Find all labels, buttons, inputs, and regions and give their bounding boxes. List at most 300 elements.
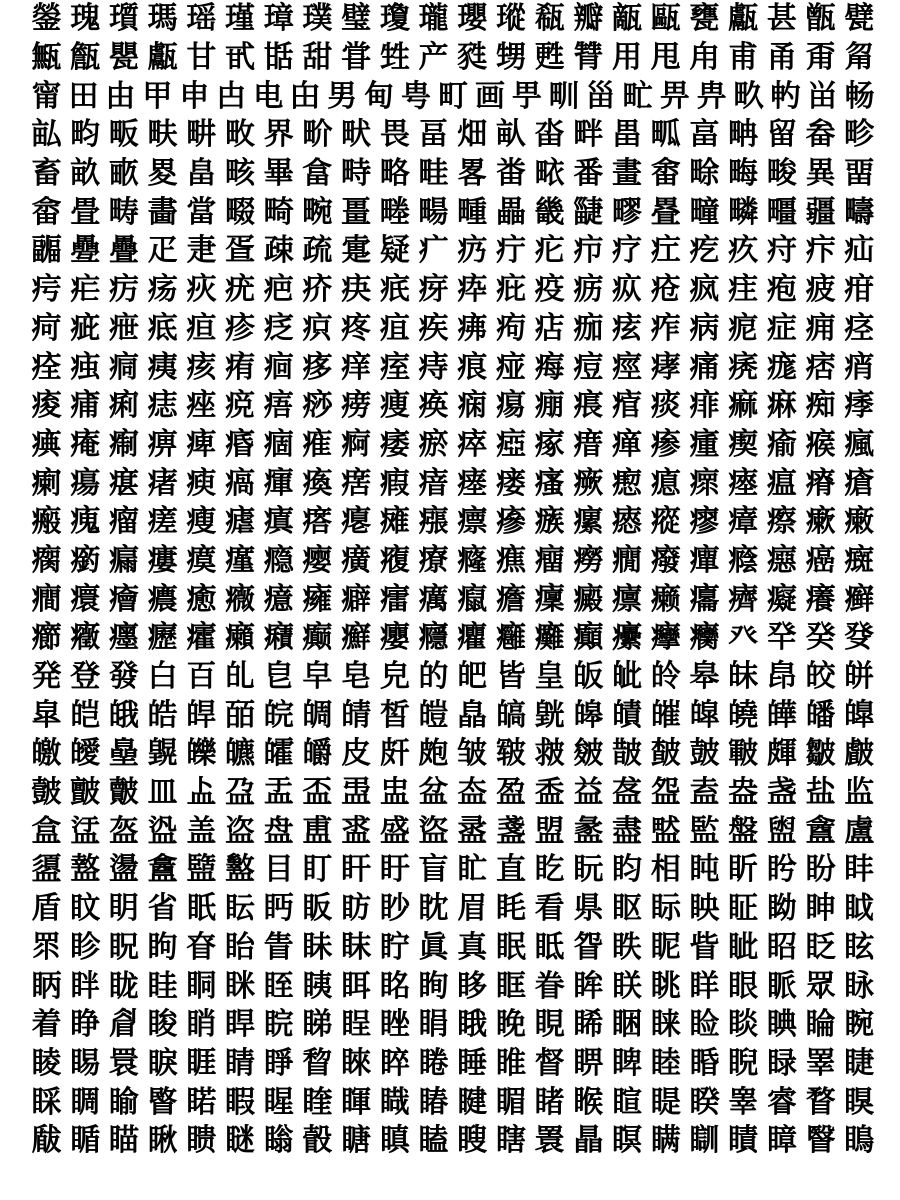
glyph: 痝 bbox=[766, 349, 797, 385]
glyph: 畠 bbox=[186, 156, 217, 192]
glyph: 畦 bbox=[418, 156, 449, 192]
glyph: 疢 bbox=[186, 272, 217, 308]
glyph: 盂 bbox=[263, 775, 294, 811]
glyph: 甞 bbox=[341, 40, 372, 76]
glyph: 皳 bbox=[534, 736, 565, 772]
glyph: 睌 bbox=[495, 1007, 526, 1043]
glyph: 疑 bbox=[379, 233, 410, 269]
glyph: 盍 bbox=[689, 775, 720, 811]
glyph: 画 bbox=[474, 78, 505, 114]
glyph: 癵 bbox=[689, 620, 720, 656]
glyph: 疇 bbox=[844, 194, 875, 230]
glyph-row bbox=[30, 77, 876, 116]
glyph: 疹 bbox=[225, 310, 256, 346]
glyph: 睠 bbox=[418, 1045, 449, 1081]
glyph: 甜 bbox=[302, 40, 333, 76]
glyph: 瘏 bbox=[147, 465, 178, 501]
glyph: 癁 bbox=[379, 542, 410, 578]
glyph: 疧 bbox=[379, 272, 410, 308]
glyph: 盾 bbox=[31, 891, 62, 927]
glyph: 瑶 bbox=[186, 1, 217, 37]
glyph: 癯 bbox=[457, 620, 488, 656]
glyph: 睧 bbox=[689, 1045, 720, 1081]
glyph: 盿 bbox=[70, 891, 101, 927]
glyph: 痁 bbox=[534, 310, 565, 346]
glyph: 睰 bbox=[186, 1084, 217, 1120]
glyph: 瘿 bbox=[302, 542, 333, 578]
glyph: 眚 bbox=[263, 929, 294, 965]
glyph: 皅 bbox=[457, 659, 488, 695]
glyph: 痚 bbox=[650, 349, 681, 385]
glyph: 疈 bbox=[31, 233, 62, 269]
glyph: 眶 bbox=[495, 968, 526, 1004]
glyph-row bbox=[30, 1122, 876, 1161]
glyph: 畟 bbox=[147, 156, 178, 192]
glyph: 眅 bbox=[302, 891, 333, 927]
glyph: 皘 bbox=[341, 697, 372, 733]
glyph: 眴 bbox=[418, 968, 449, 1004]
glyph: 瞇 bbox=[225, 1123, 256, 1159]
glyph: 癋 bbox=[766, 542, 797, 578]
glyph: 瘛 bbox=[612, 465, 643, 501]
glyph: 痳 bbox=[766, 388, 797, 424]
glyph-row bbox=[30, 0, 876, 39]
glyph: 登 bbox=[70, 659, 101, 695]
glyph: 癊 bbox=[728, 542, 759, 578]
glyph: 监 bbox=[844, 775, 875, 811]
glyph: 皁 bbox=[302, 659, 333, 695]
glyph: 睿 bbox=[766, 1084, 797, 1120]
glyph: 益 bbox=[573, 775, 604, 811]
glyph: 畩 bbox=[534, 156, 565, 192]
glyph: 睪 bbox=[805, 1045, 836, 1081]
glyph: 疐 bbox=[341, 233, 372, 269]
glyph: 眦 bbox=[728, 929, 759, 965]
glyph: 甽 bbox=[548, 78, 579, 114]
glyph-row bbox=[30, 1083, 876, 1122]
glyph: 疣 bbox=[225, 272, 256, 308]
glyph: 眩 bbox=[844, 929, 875, 965]
glyph: 盳 bbox=[457, 852, 488, 888]
glyph: 畊 bbox=[186, 117, 217, 153]
glyph: 癢 bbox=[805, 581, 836, 617]
glyph: 癡 bbox=[766, 581, 797, 617]
glyph: 眉 bbox=[457, 891, 488, 927]
glyph: 盡 bbox=[612, 813, 643, 849]
glyph: 瞑 bbox=[612, 1123, 643, 1159]
glyph: 瞓 bbox=[689, 1123, 720, 1159]
glyph: 痼 bbox=[263, 426, 294, 462]
glyph: 當 bbox=[186, 194, 217, 230]
glyph: 睒 bbox=[728, 1007, 759, 1043]
glyph: 皜 bbox=[495, 697, 526, 733]
glyph: 痄 bbox=[650, 310, 681, 346]
glyph: 癫 bbox=[302, 620, 333, 656]
glyph: 癓 bbox=[225, 581, 256, 617]
glyph: 畵 bbox=[147, 194, 178, 230]
glyph: 盓 bbox=[70, 813, 101, 849]
glyph: 甿 bbox=[622, 78, 653, 114]
glyph: 皀 bbox=[263, 659, 294, 695]
glyph-row bbox=[30, 774, 876, 813]
glyph: 瘜 bbox=[650, 465, 681, 501]
glyph: 瘳 bbox=[689, 504, 720, 540]
glyph: 甶 bbox=[290, 78, 321, 114]
glyph: 眯 bbox=[225, 968, 256, 1004]
glyph: 眹 bbox=[612, 968, 643, 1004]
glyph: 瞀 bbox=[805, 1084, 836, 1120]
glyph: 畓 bbox=[534, 117, 565, 153]
glyph: 痂 bbox=[573, 310, 604, 346]
glyph: 盯 bbox=[302, 852, 333, 888]
glyph: 眣 bbox=[612, 929, 643, 965]
glyph: 甦 bbox=[534, 40, 565, 76]
glyph: 眇 bbox=[379, 891, 410, 927]
glyph: 瘚 bbox=[573, 465, 604, 501]
glyph: 盜 bbox=[418, 813, 449, 849]
glyph: 睄 bbox=[186, 1007, 217, 1043]
glyph: 畲 bbox=[31, 194, 62, 230]
glyph: 鎣 bbox=[31, 1, 62, 37]
glyph: 瘐 bbox=[186, 465, 217, 501]
glyph: 畡 bbox=[225, 156, 256, 192]
glyph: 盼 bbox=[805, 852, 836, 888]
glyph: 痠 bbox=[31, 388, 62, 424]
glyph: 皥 bbox=[844, 697, 875, 733]
glyph: 瞊 bbox=[341, 1123, 372, 1159]
glyph: 瘥 bbox=[147, 504, 178, 540]
glyph: 皇 bbox=[534, 659, 565, 695]
glyph: 瘄 bbox=[573, 426, 604, 462]
glyph: 痘 bbox=[573, 349, 604, 385]
glyph: 癆 bbox=[573, 542, 604, 578]
glyph: 睙 bbox=[147, 1045, 178, 1081]
glyph: 癝 bbox=[612, 581, 643, 617]
glyph: 皆 bbox=[495, 659, 526, 695]
glyph: 瘹 bbox=[70, 542, 101, 578]
glyph: 睨 bbox=[728, 1045, 759, 1081]
glyph: 睽 bbox=[689, 1084, 720, 1120]
glyph: 瘰 bbox=[573, 504, 604, 540]
glyph: 睂 bbox=[108, 1007, 139, 1043]
glyph: 眨 bbox=[805, 929, 836, 965]
glyph: 皕 bbox=[225, 697, 256, 733]
glyph: 皒 bbox=[108, 697, 139, 733]
glyph: 皲 bbox=[495, 736, 526, 772]
glyph: 疱 bbox=[766, 272, 797, 308]
glyph: 瘇 bbox=[689, 426, 720, 462]
glyph-row bbox=[30, 890, 876, 929]
glyph: 皤 bbox=[805, 697, 836, 733]
glyph: 癈 bbox=[650, 542, 681, 578]
glyph: 痩 bbox=[379, 388, 410, 424]
glyph: 癩 bbox=[225, 620, 256, 656]
glyph: 盤 bbox=[728, 813, 759, 849]
glyph: 甴 bbox=[216, 78, 247, 114]
glyph: 盁 bbox=[225, 775, 256, 811]
glyph: 瘉 bbox=[766, 426, 797, 462]
glyph: 癹 bbox=[844, 620, 875, 656]
glyph: 皍 bbox=[766, 659, 797, 695]
glyph: 痴 bbox=[805, 388, 836, 424]
glyph: 瞂 bbox=[31, 1123, 62, 1159]
glyph: 疶 bbox=[108, 310, 139, 346]
glyph: 睗 bbox=[70, 1045, 101, 1081]
glyph: 瞍 bbox=[457, 1123, 488, 1159]
glyph-row bbox=[30, 39, 876, 78]
glyph: 瘮 bbox=[495, 504, 526, 540]
glyph: 瞒 bbox=[650, 1123, 681, 1159]
glyph: 皑 bbox=[70, 697, 101, 733]
glyph: 皎 bbox=[805, 659, 836, 695]
glyph: 睊 bbox=[418, 1007, 449, 1043]
glyph-row bbox=[30, 193, 876, 232]
glyph: 癀 bbox=[341, 542, 372, 578]
glyph: 疎 bbox=[263, 233, 294, 269]
glyph: 畳 bbox=[70, 194, 101, 230]
glyph: 眏 bbox=[689, 891, 720, 927]
glyph: 瓣 bbox=[573, 1, 604, 37]
glyph: 眼 bbox=[728, 968, 759, 1004]
glyph: 癘 bbox=[418, 581, 449, 617]
glyph: 睈 bbox=[341, 1007, 372, 1043]
glyph: 盙 bbox=[302, 813, 333, 849]
glyph: 睸 bbox=[495, 1084, 526, 1120]
glyph: 盪 bbox=[108, 852, 139, 888]
glyph: 睍 bbox=[534, 1007, 565, 1043]
glyph: 瞎 bbox=[495, 1123, 526, 1159]
glyph: 疬 bbox=[573, 272, 604, 308]
glyph: 皸 bbox=[728, 736, 759, 772]
glyph: 癿 bbox=[225, 659, 256, 695]
glyph: 眞 bbox=[418, 929, 449, 965]
glyph: 眜 bbox=[341, 929, 372, 965]
glyph: 眥 bbox=[689, 929, 720, 965]
glyph: 眷 bbox=[534, 968, 565, 1004]
glyph: 痛 bbox=[689, 349, 720, 385]
glyph: 盟 bbox=[534, 813, 565, 849]
glyph-row bbox=[30, 812, 876, 851]
glyph: 眄 bbox=[263, 891, 294, 927]
glyph: 皖 bbox=[263, 697, 294, 733]
glyph: 甫 bbox=[728, 40, 759, 76]
glyph: 癏 bbox=[70, 581, 101, 617]
glyph: 皙 bbox=[379, 697, 410, 733]
glyph: 疥 bbox=[302, 272, 333, 308]
glyph: 疼 bbox=[341, 310, 372, 346]
glyph: 瘦 bbox=[186, 504, 217, 540]
glyph: 睭 bbox=[70, 1084, 101, 1120]
glyph: 睖 bbox=[31, 1045, 62, 1081]
glyph: 癎 bbox=[31, 581, 62, 617]
glyph: 畖 bbox=[650, 117, 681, 153]
glyph: 盹 bbox=[689, 852, 720, 888]
glyph: 畁 bbox=[696, 78, 727, 114]
glyph: 疟 bbox=[70, 272, 101, 308]
glyph: 睆 bbox=[263, 1007, 294, 1043]
glyph: 畭 bbox=[689, 156, 720, 192]
glyph-row bbox=[30, 464, 876, 503]
glyph: 畫 bbox=[612, 156, 643, 192]
glyph: 睦 bbox=[650, 1045, 681, 1081]
glyph: 皞 bbox=[573, 697, 604, 733]
glyph-row bbox=[30, 348, 876, 387]
glyph: 畃 bbox=[770, 78, 801, 114]
glyph: 瘅 bbox=[612, 426, 643, 462]
glyph: 発 bbox=[31, 659, 62, 695]
glyph: 畞 bbox=[108, 156, 139, 192]
glyph: 眙 bbox=[225, 929, 256, 965]
glyph: 眗 bbox=[147, 929, 178, 965]
glyph: 眝 bbox=[379, 929, 410, 965]
glyph: 用 bbox=[612, 40, 643, 76]
glyph: 睾 bbox=[728, 1084, 759, 1120]
glyph: 瘽 bbox=[225, 542, 256, 578]
glyph: 癰 bbox=[495, 620, 526, 656]
glyph: 瘧 bbox=[225, 504, 256, 540]
glyph: 眤 bbox=[650, 929, 681, 965]
glyph: 疰 bbox=[728, 272, 759, 308]
glyph: 甓 bbox=[844, 1, 875, 37]
glyph: 盗 bbox=[225, 813, 256, 849]
glyph: 疨 bbox=[418, 272, 449, 308]
glyph: 痆 bbox=[728, 310, 759, 346]
glyph: 痡 bbox=[70, 388, 101, 424]
glyph: 皠 bbox=[650, 697, 681, 733]
glyph: 眍 bbox=[612, 891, 643, 927]
glyph: 瘘 bbox=[495, 465, 526, 501]
glyph-row bbox=[30, 696, 876, 735]
glyph: 癸 bbox=[805, 620, 836, 656]
glyph: 看 bbox=[534, 891, 565, 927]
glyph: 疪 bbox=[495, 272, 526, 308]
glyph: 甹 bbox=[401, 78, 432, 114]
glyph: 疺 bbox=[263, 310, 294, 346]
glyph: 疸 bbox=[186, 310, 217, 346]
glyph: 甖 bbox=[108, 40, 139, 76]
glyph: 皱 bbox=[457, 736, 488, 772]
glyph: 瞁 bbox=[844, 1084, 875, 1120]
glyph: 疮 bbox=[650, 272, 681, 308]
glyph: 瞐 bbox=[573, 1123, 604, 1159]
glyph: 癇 bbox=[612, 542, 643, 578]
glyph: 盏 bbox=[766, 775, 797, 811]
glyph: 痍 bbox=[147, 349, 178, 385]
glyph: 疒 bbox=[418, 233, 449, 269]
glyph: 眛 bbox=[302, 929, 333, 965]
glyph: 睉 bbox=[379, 1007, 410, 1043]
glyph: 癖 bbox=[341, 581, 372, 617]
glyph: 癄 bbox=[495, 542, 526, 578]
glyph: 疀 bbox=[573, 194, 604, 230]
glyph: 睚 bbox=[186, 1045, 217, 1081]
glyph: 皷 bbox=[689, 736, 720, 772]
glyph: 痿 bbox=[379, 426, 410, 462]
glyph: 畒 bbox=[495, 117, 526, 153]
glyph: 皝 bbox=[534, 697, 565, 733]
glyph-row bbox=[30, 116, 876, 155]
glyph: 眽 bbox=[766, 968, 797, 1004]
glyph-row bbox=[30, 619, 876, 658]
glyph: 疝 bbox=[844, 233, 875, 269]
glyph: 痽 bbox=[302, 426, 333, 462]
glyph-row bbox=[30, 658, 876, 697]
glyph: 甗 bbox=[728, 1, 759, 37]
glyph: 盐 bbox=[805, 775, 836, 811]
glyph: 疵 bbox=[70, 310, 101, 346]
glyph: 瑰 bbox=[70, 1, 101, 37]
glyph: 疔 bbox=[495, 233, 526, 269]
glyph: 痔 bbox=[418, 349, 449, 385]
glyph: 皴 bbox=[573, 736, 604, 772]
glyph: 盇 bbox=[457, 775, 488, 811]
glyph: 畮 bbox=[728, 156, 759, 192]
glyph: 盠 bbox=[573, 813, 604, 849]
glyph: 癗 bbox=[379, 581, 410, 617]
glyph: 盲 bbox=[418, 852, 449, 888]
glyph: 癲 bbox=[573, 620, 604, 656]
glyph: 症 bbox=[766, 310, 797, 346]
glyph: 痞 bbox=[805, 349, 836, 385]
glyph: 盌 bbox=[650, 775, 681, 811]
glyph: 癤 bbox=[31, 620, 62, 656]
glyph: 眕 bbox=[70, 929, 101, 965]
glyph: 痎 bbox=[186, 349, 217, 385]
glyph: 瘴 bbox=[728, 504, 759, 540]
glyph: 甲 bbox=[142, 78, 173, 114]
glyph: 發 bbox=[108, 659, 139, 695]
glyph: 眖 bbox=[108, 929, 139, 965]
glyph: 盝 bbox=[457, 813, 488, 849]
glyph: 瘍 bbox=[70, 465, 101, 501]
glyph: 痥 bbox=[225, 388, 256, 424]
glyph: 甔 bbox=[70, 40, 101, 76]
glyph: 瞉 bbox=[302, 1123, 333, 1159]
glyph: 痗 bbox=[534, 349, 565, 385]
glyph: 疉 bbox=[70, 233, 101, 269]
glyph: 痰 bbox=[650, 388, 681, 424]
glyph: 眿 bbox=[844, 968, 875, 1004]
glyph: 甕 bbox=[689, 1, 720, 37]
glyph: 甚 bbox=[766, 1, 797, 37]
glyph: 瞗 bbox=[844, 1123, 875, 1159]
glyph: 疽 bbox=[379, 310, 410, 346]
glyph: 痪 bbox=[418, 388, 449, 424]
glyph: 痶 bbox=[31, 426, 62, 462]
glyph: 睲 bbox=[263, 1084, 294, 1120]
glyph: 瘟 bbox=[766, 465, 797, 501]
glyph: 癶 bbox=[728, 620, 759, 656]
glyph: 皢 bbox=[728, 697, 759, 733]
glyph: 疴 bbox=[31, 310, 62, 346]
glyph: 痨 bbox=[341, 388, 372, 424]
glyph: 瘻 bbox=[147, 542, 178, 578]
glyph: 痐 bbox=[263, 349, 294, 385]
glyph: 皋 bbox=[689, 659, 720, 695]
glyph: 盰 bbox=[341, 852, 372, 888]
glyph: 瘢 bbox=[31, 504, 62, 540]
glyph: 畾 bbox=[495, 194, 526, 230]
glyph: 瘞 bbox=[728, 465, 759, 501]
glyph-row bbox=[30, 735, 876, 774]
glyph: 畬 bbox=[650, 156, 681, 192]
glyph: 睶 bbox=[418, 1084, 449, 1120]
glyph: 盈 bbox=[495, 775, 526, 811]
glyph: 痀 bbox=[495, 310, 526, 346]
glyph: 皏 bbox=[844, 659, 875, 695]
glyph: 瓆 bbox=[108, 1, 139, 37]
glyph: 睏 bbox=[612, 1007, 643, 1043]
